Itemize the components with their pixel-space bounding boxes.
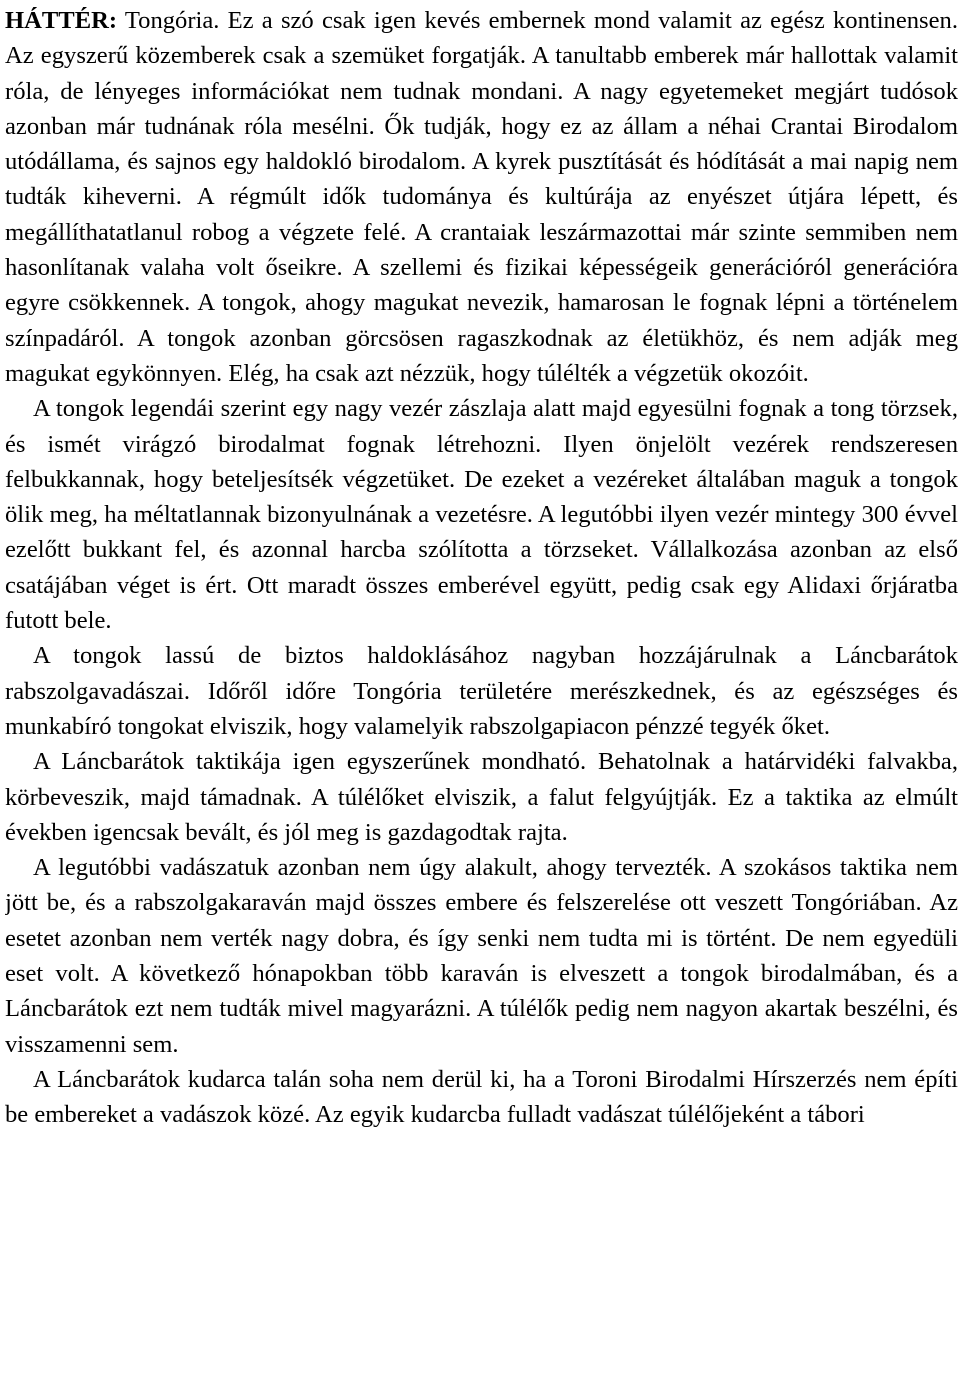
section-heading: HÁTTÉR:	[5, 7, 118, 34]
paragraph-6: A Láncbarátok kudarca talán soha nem derül ki, ha a Toroni Birodalmi Hírszerzés nem építi be embereket a vadászok közé. Az egyik kudarcba fulladt vadászat túlélőjeként a tábori	[5, 1065, 958, 1129]
paragraph-2: A tongok legendái szerint egy nagy vezér zászlaja alatt majd egyesülni fognak a tong törzsek, és ismét virágzó birodalmat fognak létrehozni. Ilyen önjelölt vezérek rendszeresen felbukkannak, hogy beteljesítsék végzetüket. De ezeket a vezéreket általában maguk a tongok ölik meg, ha méltatlannak bizonyulnának a vezetésre. A legutóbbi ilyen vezér mintegy 300 évvel ezelőtt bukkant fel, és azonnal harcba szólította a törzseket. Vállalkozása azonban az első csatájában véget is ért. Ott maradt összes emberével együtt, pedig csak egy Alidaxi őrjáratba futott bele.	[5, 395, 958, 635]
document-page	[5, 0, 958, 1393]
paragraph-3: A tongok lassú de biztos haldoklásához nagyban hozzájárulnak a Láncbarátok rabszolgavadászai. Időről időre Tongória területére merészkednek, és az egészséges és munkabíró tongokat elviszik, hogy valamelyik rabszolgapiacon pénzzé tegyék őket.	[5, 642, 958, 740]
paragraph-4: A Láncbarátok taktikája igen egyszerűnek mondható. Behatolnak a határvidéki falvakba, körbeveszik, majd támadnak. A túlélőket elviszik, a falut felgyújtják. Ez a taktika az elmúlt években igencsak bevált, és jól meg is gazdagodtak rajta.	[5, 748, 958, 846]
paragraph-1-text: Tongória. Ez a szó csak igen kevés embernek mond valamit az egész kontinensen. Az egyszerű közemberek csak a szemüket forgatják. A tanultabb emberek már hallottak valamit róla, de lényeges információkat nem tudnak mondani. A nagy egyetemeket megjárt tudósok azonban már tudnának róla mesélni. Ők tudják, hogy ez az állam a néhai Crantai Birodalom utódállama, és sajnos egy haldokló birodalom. A kyrek pusztítását és hódítását a mai napig nem tudták kiheverni. A régmúlt idők tudománya és kultúrája az enyészet útjára lépett, és megállíthatatlanul robog a végzete felé. A crantaiak leszármazottai már szinte semmiben nem hasonlítanak valaha volt őseikre. A szellemi és fizikai képességeik generációról generációra egyre csökkennek. A tongok, ahogy magukat nevezik, hamarosan le fognak lépni a történelem színpadáról. A tongok azonban görcsösen ragaszkodnak az életükhöz, és nem adják meg magukat egykönnyen. Elég, ha csak azt nézzük, hogy túlélték a végzetük okozóit.	[5, 7, 958, 387]
paragraph-1	[5, 3, 958, 391]
paragraph-5: A legutóbbi vadászatuk azonban nem úgy alakult, ahogy tervezték. A szokásos taktika nem jött be, és a rabszolgakaraván majd összes embere és felszerelése ott veszett Tongóriában. Az esetet azonban nem verték nagy dobra, és így senki nem tudta mi is történt. De nem egyedüli eset volt. A következő hónapokban több karaván is elveszett a tongok birodalmában, és a Láncbarátok ezt nem tudták mivel magyarázni. A túlélők pedig nem nagyon akartak beszélni, és visszamenni sem.	[5, 854, 958, 1058]
